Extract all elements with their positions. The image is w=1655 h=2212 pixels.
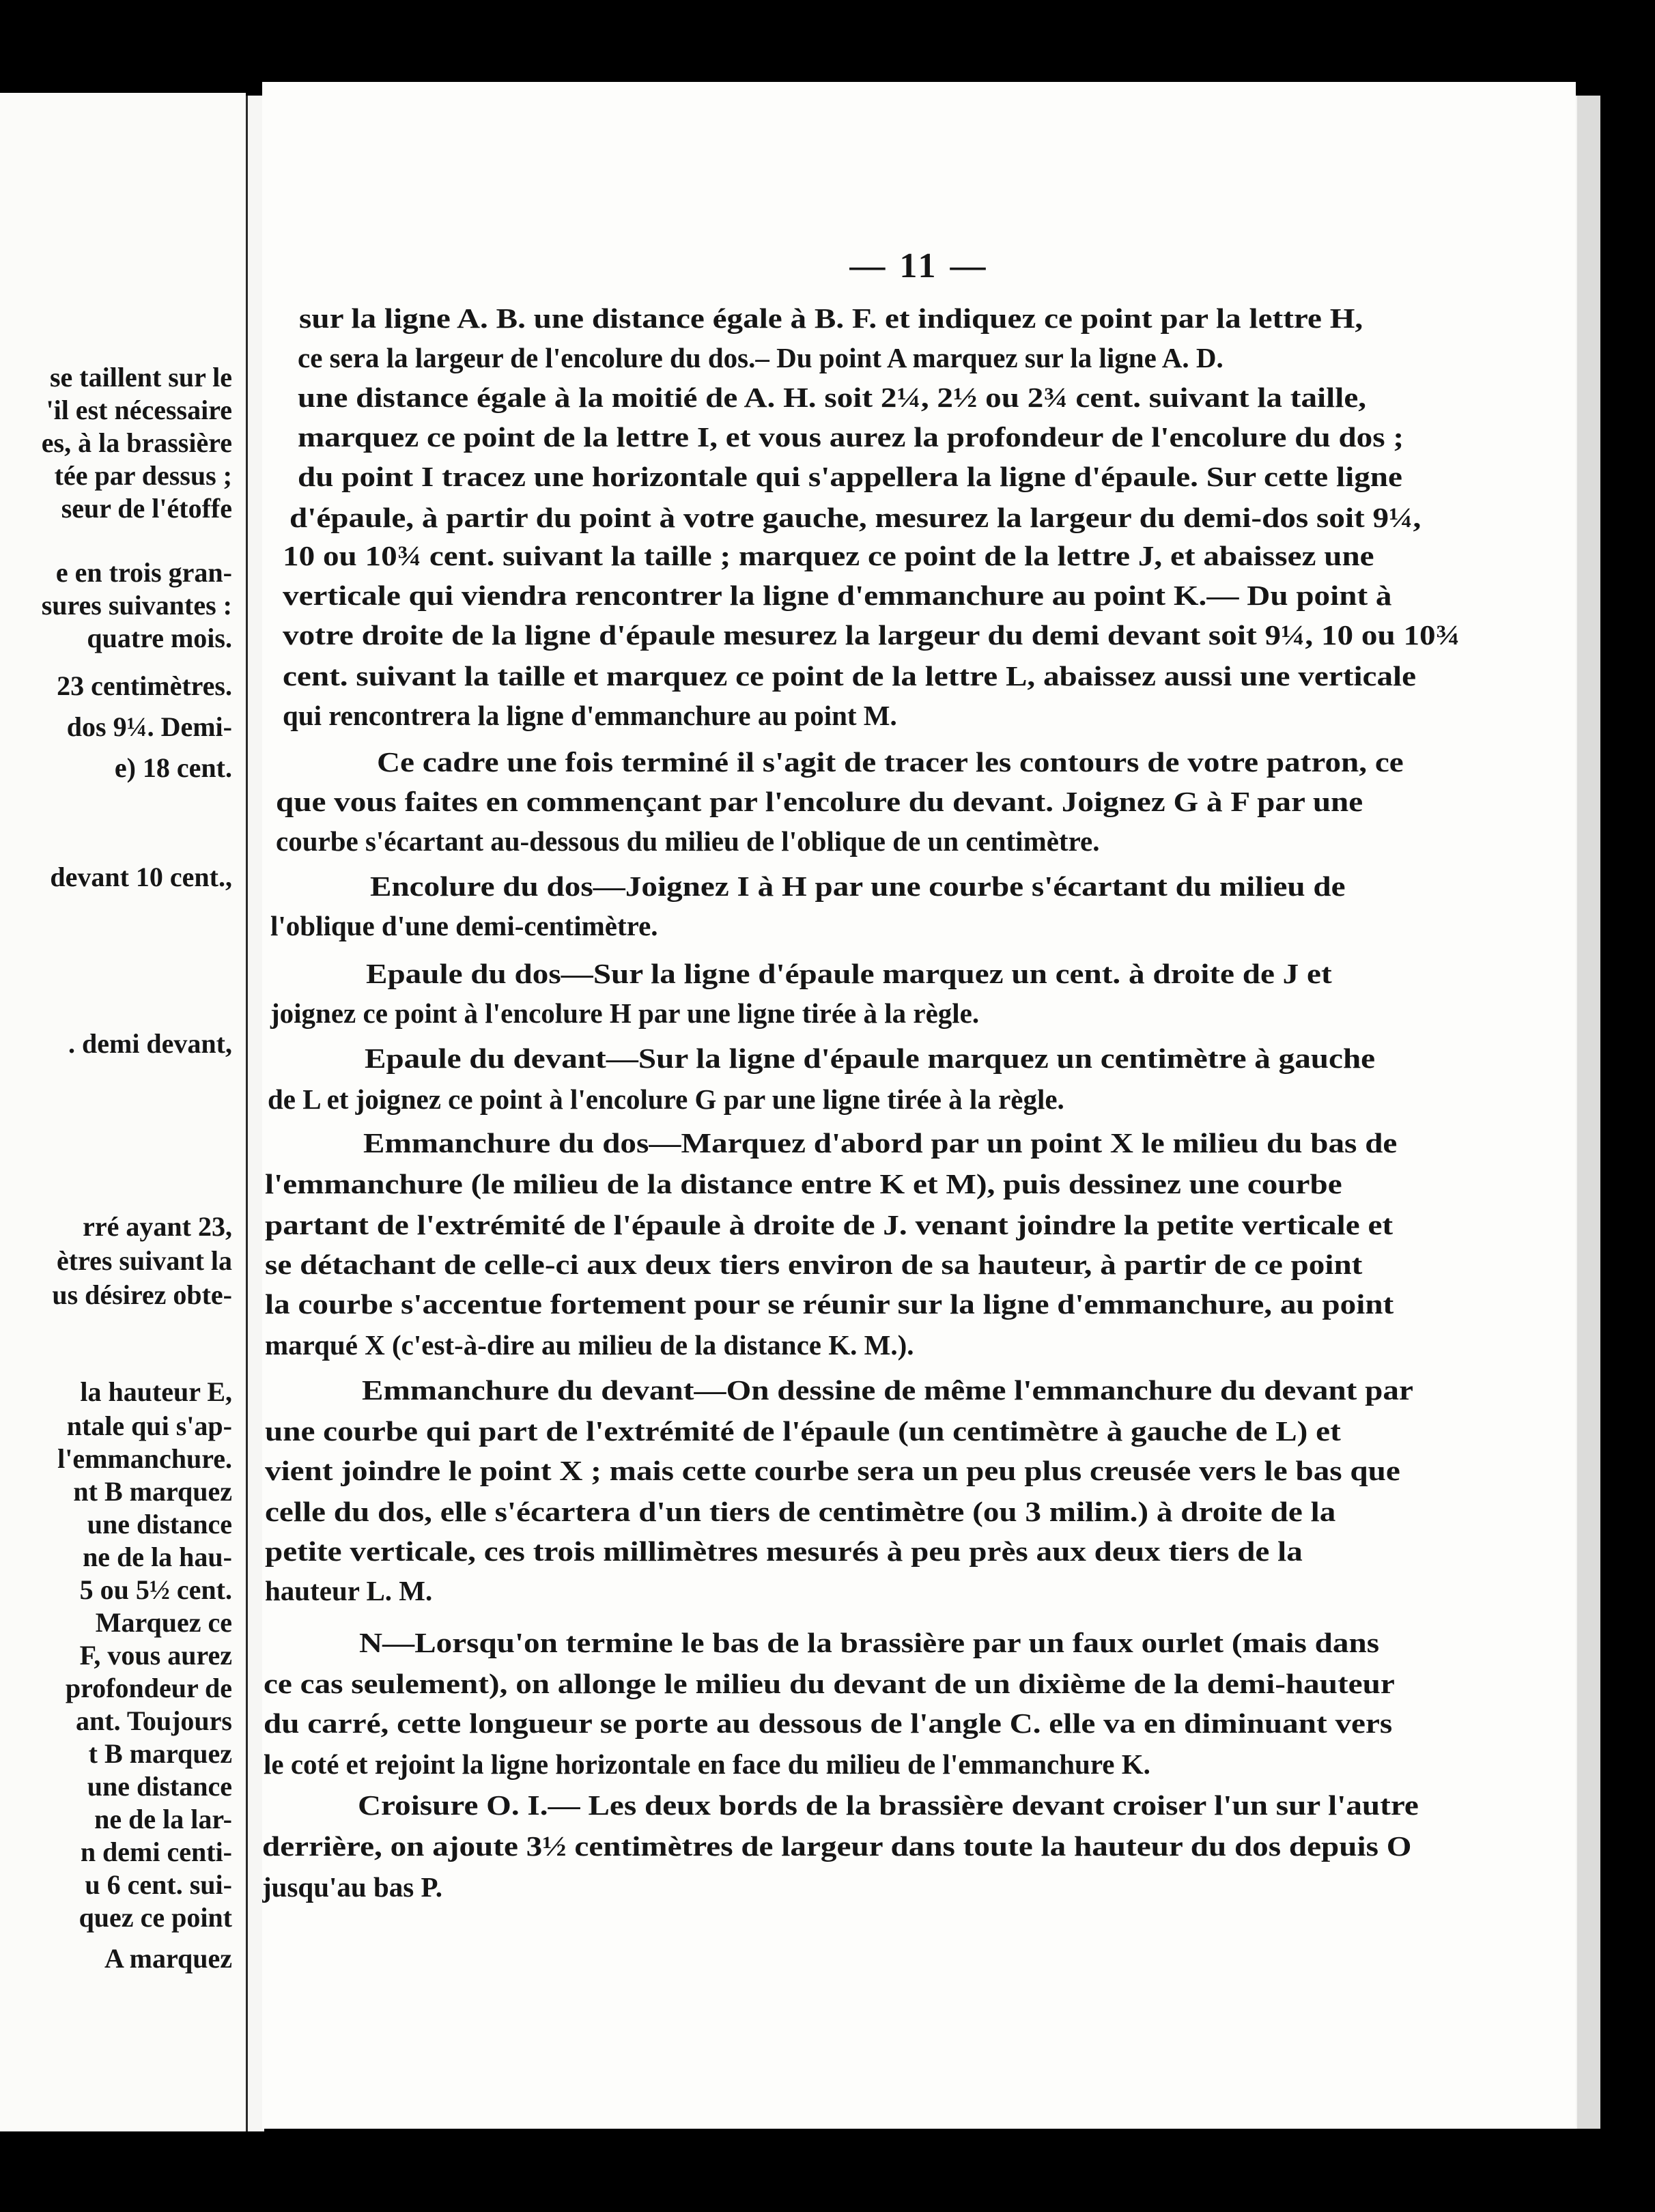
left-page-line: es, à la brassière bbox=[41, 427, 232, 458]
left-page-line: 23 centimètres. bbox=[57, 670, 232, 701]
page-gutter bbox=[246, 96, 264, 2131]
left-page-line: u 6 cent. sui- bbox=[85, 1869, 232, 1900]
left-page-line: . demi devant, bbox=[68, 1028, 232, 1059]
text-line: du carré, cette longueur se porte au dessous de l'angle C. elle va en diminuant vers bbox=[264, 1707, 1393, 1739]
text-line: petite verticale, ces trois millimètres mesurés à peu près aux deux tiers de la bbox=[265, 1535, 1303, 1567]
text-line: courbe s'écartant au-dessous du milieu de l'oblique de un centimètre. bbox=[276, 825, 1100, 857]
text-line: cent. suivant la taille et marquez ce point de la lettre L, abaissez aussi une verticale bbox=[283, 660, 1417, 692]
left-page-line: rré ayant 23, bbox=[83, 1211, 232, 1242]
left-page-line: l'emmanchure. bbox=[57, 1443, 232, 1474]
left-page-line: nt B marquez bbox=[73, 1476, 232, 1507]
text-line: N—Lorsqu'on termine le bas de la brassière par un faux ourlet (mais dans bbox=[359, 1627, 1380, 1658]
text-line: Croisure O. I.— Les deux bords de la brassière devant croiser l'un sur l'autre bbox=[358, 1789, 1419, 1821]
left-page-line: F, vous aurez bbox=[79, 1640, 232, 1671]
text-line: la courbe s'accentue fortement pour se réunir sur la ligne d'emmanchure, au point bbox=[265, 1288, 1394, 1320]
text-line: l'oblique d'une demi-centimètre. bbox=[270, 910, 658, 941]
text-line: une courbe qui part de l'extrémité de l'épaule (un centimètre à gauche de L) et bbox=[265, 1415, 1341, 1447]
left-page-line: 'il est nécessaire bbox=[46, 395, 232, 425]
text-line: sur la ligne A. B. une distance égale à B. F. et indiquez ce point par la lettre H, bbox=[299, 302, 1363, 334]
text-line: hauteur L. M. bbox=[265, 1575, 433, 1606]
text-line: du point I tracez une horizontale qui s'appellera la ligne d'épaule. Sur cette ligne bbox=[298, 461, 1402, 492]
text-line: que vous faites en commençant par l'encolure du devant. Joignez G à F par une bbox=[276, 786, 1363, 817]
left-page-line: une distance bbox=[87, 1509, 232, 1540]
text-line: Ce cadre une fois terminé il s'agit de tracer les contours de votre patron, ce bbox=[377, 746, 1404, 778]
text-line: ce sera la largeur de l'encolure du dos.– Du point A marquez sur la ligne A. D. bbox=[298, 342, 1223, 373]
left-page-line: profondeur de bbox=[65, 1673, 232, 1703]
text-line: ce cas seulement), on allonge le milieu du devant de un dixième de la demi-hauteur bbox=[264, 1668, 1395, 1699]
left-page-line: seur de l'étoffe bbox=[61, 493, 232, 524]
text-line: jusqu'au bas P. bbox=[262, 1871, 442, 1903]
left-page-line: t B marquez bbox=[88, 1738, 232, 1769]
left-page-line: quatre mois. bbox=[87, 623, 232, 653]
text-line: vient joindre le point X ; mais cette courbe sera un peu plus creusée vers le bas que bbox=[265, 1455, 1400, 1486]
text-line: joignez ce point à l'encolure H par une ligne tirée à la règle. bbox=[270, 997, 980, 1029]
left-page-line: tée par dessus ; bbox=[54, 460, 232, 491]
text-line: l'emmanchure (le milieu de la distance entre K et M), puis dessinez une courbe bbox=[265, 1168, 1342, 1200]
text-line: se détachant de celle-ci aux deux tiers environ de sa hauteur, à partir de ce point bbox=[265, 1249, 1363, 1280]
text-line: Emmanchure du dos—Marquez d'abord par un point X le milieu du bas de bbox=[363, 1127, 1398, 1159]
left-page-line: sures suivantes : bbox=[41, 590, 232, 621]
text-line: votre droite de la ligne d'épaule mesurez la largeur du demi devant soit 9¼, 10 ou 10¾ bbox=[283, 619, 1460, 651]
left-page-line: une distance bbox=[87, 1771, 232, 1802]
text-line: derrière, on ajoute 3½ centimètres de largeur dans toute la hauteur du dos depuis O bbox=[262, 1830, 1412, 1862]
text-line: Epaule du dos—Sur la ligne d'épaule marquez un cent. à droite de J et bbox=[366, 958, 1332, 989]
text-line: une distance égale à la moitié de A. H. soit 2¼, 2½ ou 2¾ cent. suivant la taille, bbox=[298, 382, 1367, 413]
text-line: 10 ou 10¾ cent. suivant la taille ; marquez ce point de la lettre J, et abaissez une bbox=[283, 540, 1374, 571]
left-page-line: la hauteur E, bbox=[80, 1376, 232, 1407]
left-page-line: ne de la hau- bbox=[83, 1542, 232, 1572]
left-page-line: e) 18 cent. bbox=[114, 752, 232, 783]
text-line: de L et joignez ce point à l'encolure G par une ligne tirée à la règle. bbox=[268, 1083, 1064, 1115]
left-page-line: se taillent sur le bbox=[49, 362, 232, 393]
left-page-line: us désirez obte- bbox=[52, 1279, 232, 1310]
text-line: Emmanchure du devant—On dessine de même l'emmanchure du devant par bbox=[362, 1374, 1413, 1406]
left-page-fragment bbox=[0, 93, 246, 2131]
left-page-line: ntale qui s'ap- bbox=[66, 1410, 232, 1441]
text-line: qui rencontrera la ligne d'emmanchure au point M. bbox=[283, 700, 897, 731]
text-line: marqué X (c'est-à-dire au milieu de la distance K. M.). bbox=[265, 1329, 914, 1361]
left-page-line: n demi centi- bbox=[80, 1837, 232, 1867]
text-line: Epaule du devant—Sur la ligne d'épaule marquez un centimètre à gauche bbox=[365, 1043, 1376, 1074]
left-page-line: ne de la lar- bbox=[94, 1804, 232, 1834]
text-line: marquez ce point de la lettre I, et vous aurez la profondeur de l'encolure du dos ; bbox=[298, 421, 1404, 453]
left-page-line: devant 10 cent., bbox=[50, 862, 232, 892]
left-page-line: 5 ou 5½ cent. bbox=[79, 1574, 232, 1605]
left-page-line: dos 9¼. Demi- bbox=[66, 711, 232, 742]
left-page-line: ant. Toujours bbox=[76, 1705, 232, 1736]
left-page-line: ètres suivant la bbox=[56, 1245, 232, 1276]
text-line: d'épaule, à partir du point à votre gauche, mesurez la largeur du demi-dos soit 9¼, bbox=[289, 502, 1421, 533]
page-number: — 11 — bbox=[849, 246, 989, 285]
left-page-line: quez ce point bbox=[79, 1902, 232, 1933]
left-page-line: Marquez ce bbox=[95, 1607, 232, 1638]
left-page-line: A marquez bbox=[104, 1943, 232, 1974]
text-line: partant de l'extrémité de l'épaule à droite de J. venant joindre la petite verticale et bbox=[265, 1209, 1394, 1240]
text-line: celle du dos, elle s'écartera d'un tiers de centimètre (ou 3 milim.) à droite de la bbox=[265, 1496, 1336, 1527]
main-page bbox=[262, 82, 1576, 2129]
left-page-line: e en trois gran- bbox=[55, 557, 232, 588]
text-line: Encolure du dos—Joignez I à H par une courbe s'écartant du milieu de bbox=[370, 870, 1346, 902]
text-line: le coté et rejoint la ligne horizontale en face du milieu de l'emmanchure K. bbox=[264, 1748, 1150, 1780]
text-line: verticale qui viendra rencontrer la ligne d'emmanchure au point K.— Du point à bbox=[283, 580, 1392, 611]
page-edge bbox=[1576, 96, 1600, 2129]
